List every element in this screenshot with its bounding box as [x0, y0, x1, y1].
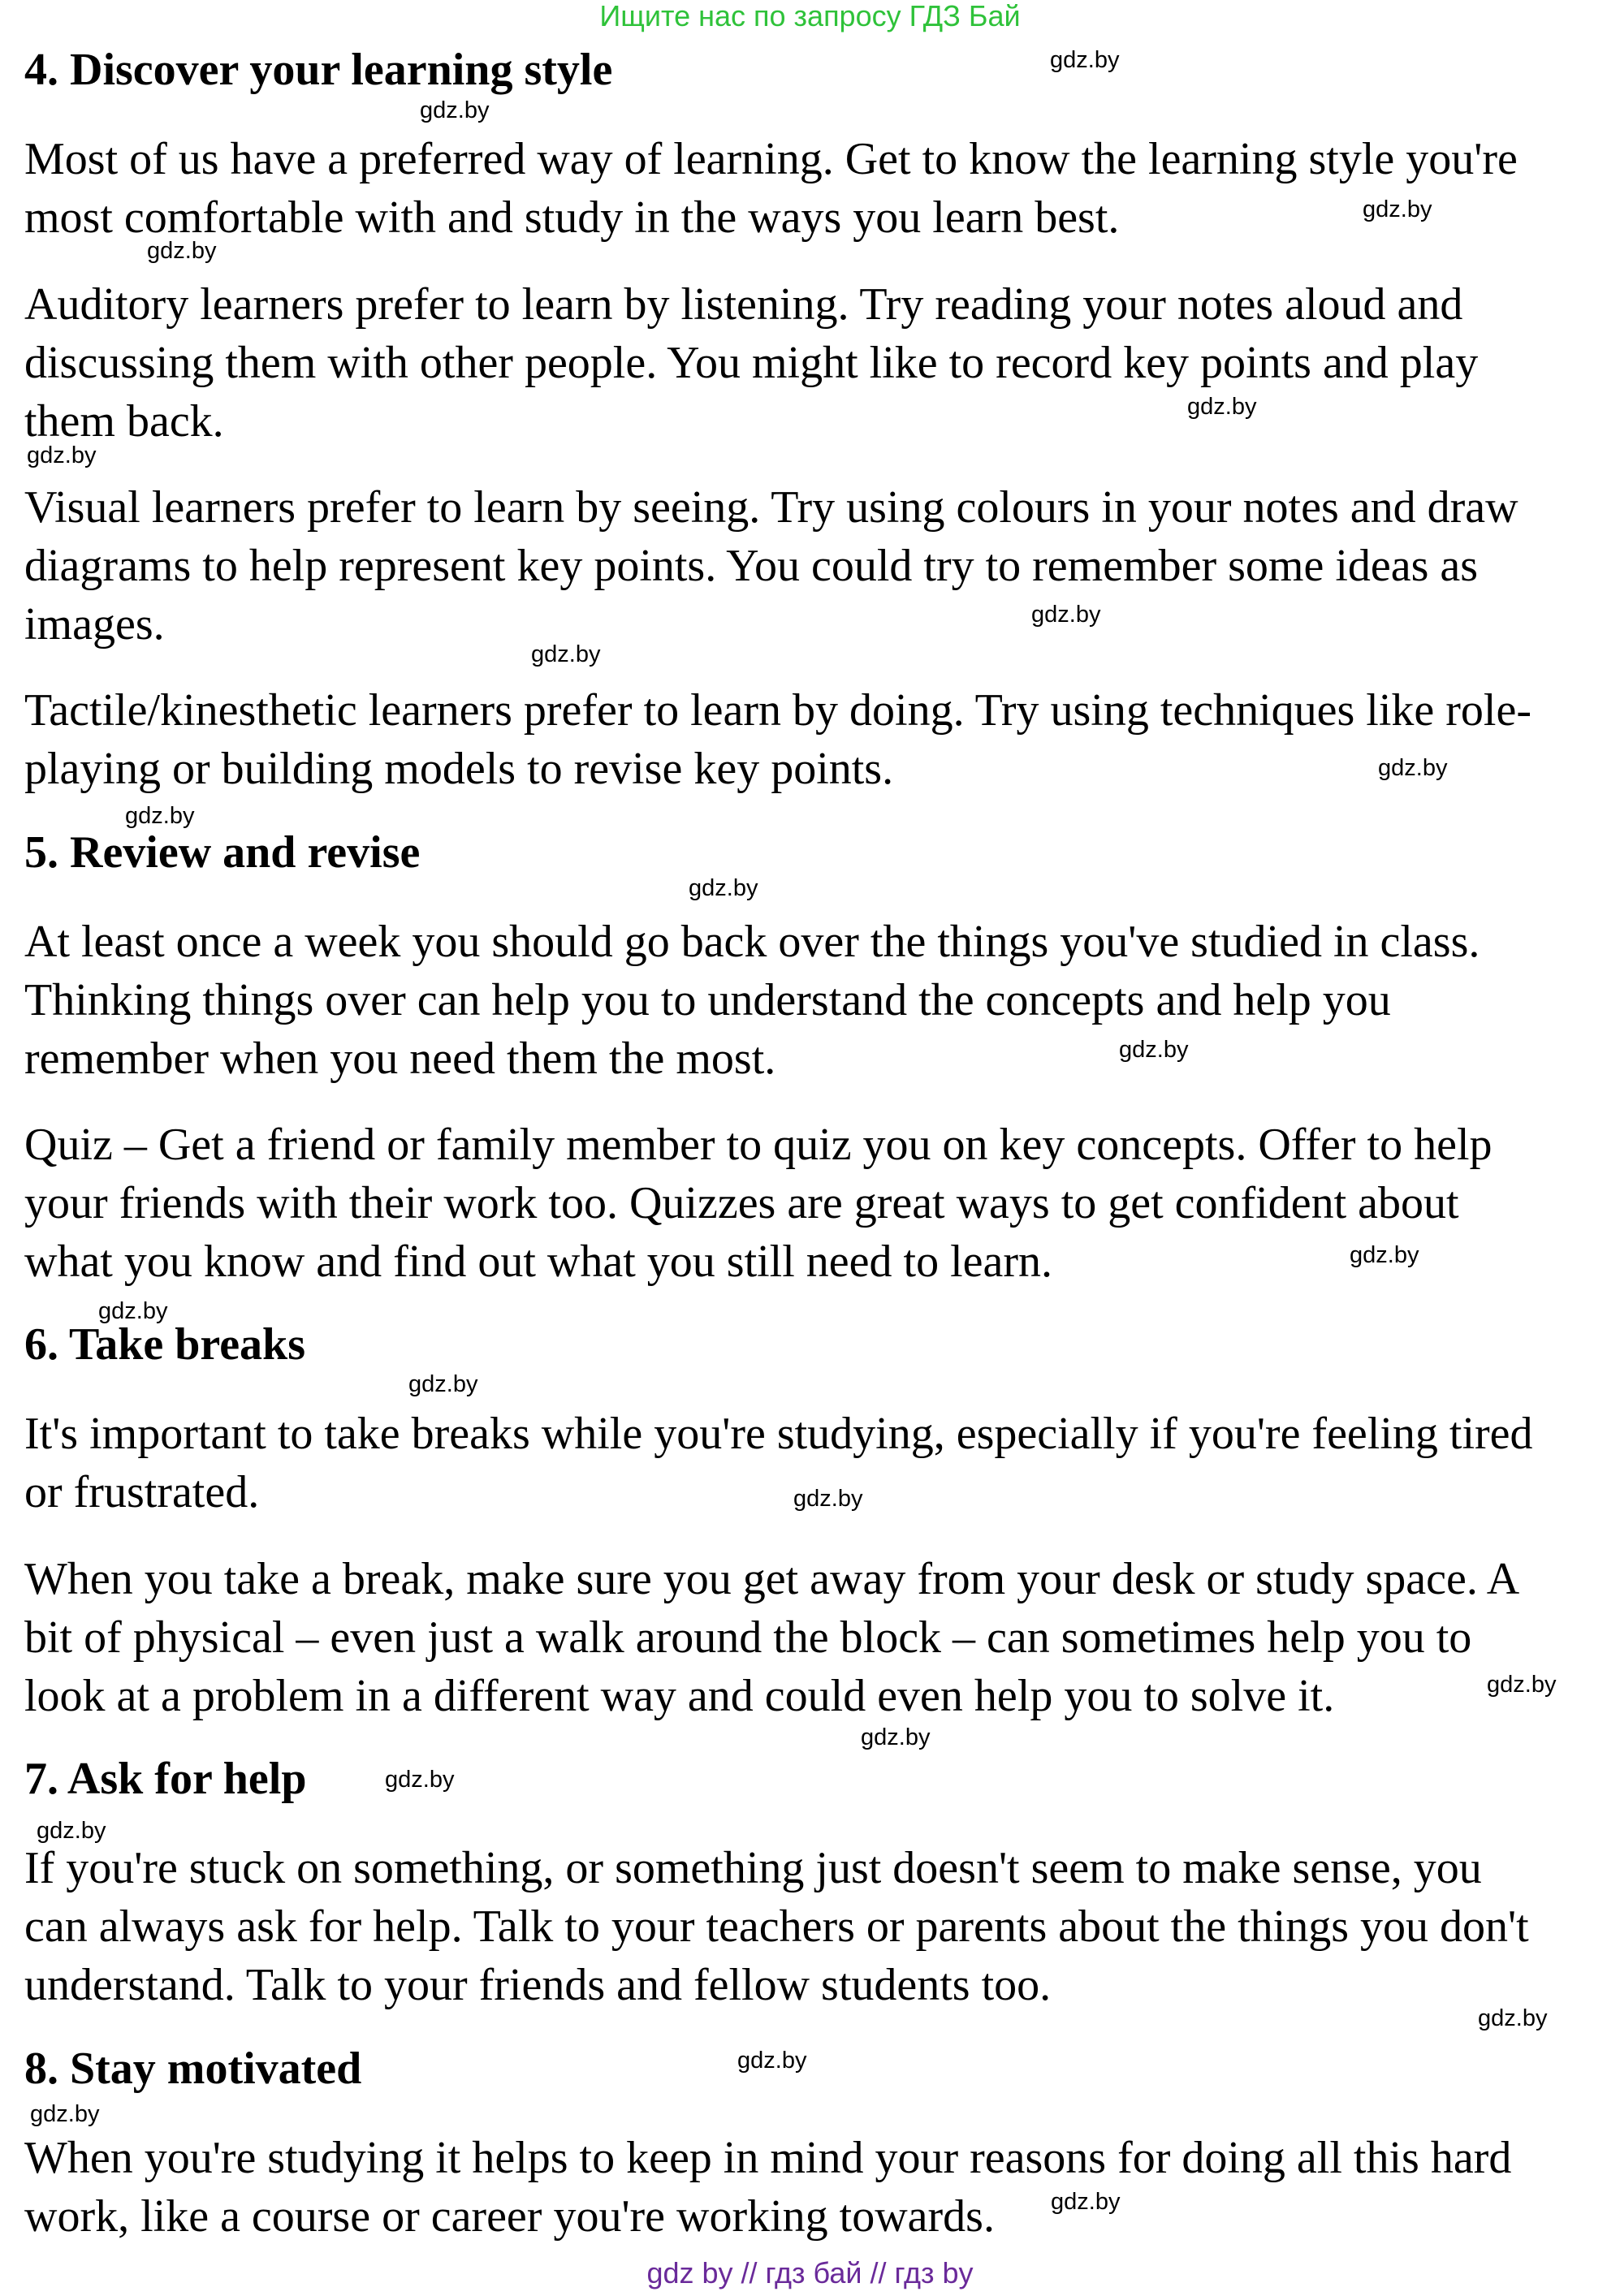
- watermark: gdz.by: [1363, 196, 1432, 222]
- paragraph: If you're stuck on something, or something just doesn't seem to make sense, you can always ask for help. Talk to your teachers or parents about the things you don't understand. Talk to your friends and fellow students too.: [24, 1843, 1529, 2010]
- paragraph: When you're studying it helps to keep in mind your reasons for doing all this hard work, like a course or career you're working towards.: [24, 2133, 1512, 2242]
- watermark: gdz.by: [30, 2101, 100, 2127]
- watermark: gdz.by: [420, 97, 490, 123]
- watermark: gdz.by: [1051, 2189, 1121, 2215]
- watermark: gdz.by: [1478, 2005, 1548, 2031]
- section-heading: 4. Discover your learning style: [24, 45, 613, 95]
- watermark: gdz.by: [1031, 602, 1101, 628]
- section-heading: 6. Take breaks: [24, 1319, 305, 1370]
- top-banner: Ищите нас по запросу ГДЗ Бай: [599, 0, 1021, 32]
- paragraph: Auditory learners prefer to learn by listening. Try reading your notes aloud and discussing them with other people. You might like to record key points and play them back.: [24, 279, 1479, 447]
- paragraph: At least once a week you should go back over the things you've studied in class. Thinking things over can help you to understand the concepts and help you remember when you need them the most.: [24, 917, 1480, 1084]
- paragraph: Visual learners prefer to learn by seeing. Try using colours in your notes and draw diagrams to help represent key points. You could try to remember some ideas as images.: [24, 482, 1518, 650]
- watermark: gdz.by: [737, 2048, 807, 2074]
- watermark: gdz.by: [98, 1298, 168, 1324]
- paragraph: It's important to take breaks while you're studying, especially if you're feeling tired or frustrated.: [24, 1409, 1533, 1517]
- watermark: gdz.by: [689, 875, 758, 901]
- watermark: gdz.by: [1050, 47, 1120, 73]
- watermark: gdz.by: [1350, 1242, 1419, 1268]
- paragraph: Tactile/kinesthetic learners prefer to learn by doing. Try using techniques like role- playing or building models to revise key points.: [24, 685, 1531, 794]
- section-heading: 8. Stay motivated: [24, 2044, 362, 2094]
- watermark: gdz.by: [147, 238, 217, 264]
- watermark: gdz.by: [385, 1767, 455, 1793]
- watermark: gdz.by: [408, 1371, 478, 1397]
- paragraph: Most of us have a preferred way of learning. Get to know the learning style you're most comfortable with and study in the ways you learn best.: [24, 134, 1518, 243]
- watermark: gdz.by: [531, 641, 601, 667]
- watermark: gdz.by: [37, 1818, 106, 1844]
- watermark: gdz.by: [27, 442, 97, 468]
- watermark: gdz.by: [861, 1724, 931, 1750]
- watermark: gdz.by: [1119, 1037, 1189, 1063]
- watermark: gdz.by: [1187, 394, 1257, 420]
- watermark: gdz.by: [125, 803, 195, 829]
- paragraph: When you take a break, make sure you get away from your desk or study space. A bit of physical – even just a walk around the block – can sometimes help you to look at a problem in a different way and could even help you to solve it.: [24, 1554, 1520, 1721]
- watermark: gdz.by: [793, 1486, 863, 1512]
- watermark: gdz.by: [1487, 1672, 1557, 1698]
- section-heading: 5. Review and revise: [24, 827, 421, 878]
- watermark: gdz.by: [1378, 755, 1448, 781]
- footer-links: gdz by // гдз бай // гдз by: [646, 2256, 974, 2290]
- section-heading: 7. Ask for help: [24, 1754, 307, 1804]
- paragraph: Quiz – Get a friend or family member to quiz you on key concepts. Offer to help your friends with their work too. Quizzes are great ways to get confident about what you know and find out what you still need to learn.: [24, 1120, 1493, 1287]
